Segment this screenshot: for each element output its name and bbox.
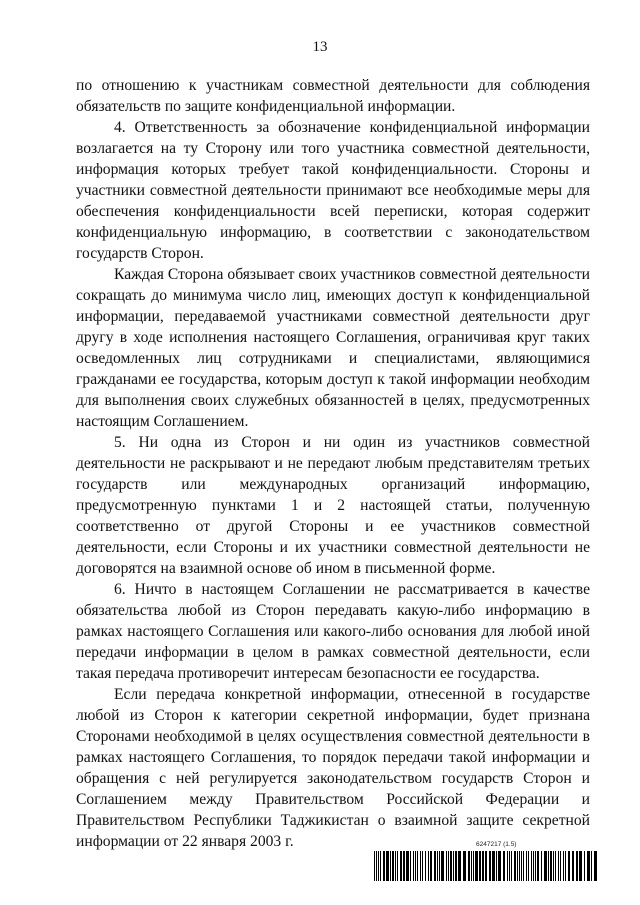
barcode-bar	[422, 851, 423, 881]
barcode-bar	[448, 851, 449, 881]
barcode-bar	[496, 851, 497, 881]
barcode-bar	[406, 851, 409, 881]
barcode-bar	[503, 851, 505, 881]
barcode-bar	[544, 851, 547, 881]
barcode-bar	[533, 851, 534, 881]
barcode-bar	[576, 851, 578, 881]
barcode-bar	[555, 851, 556, 881]
barcode-bar	[446, 851, 447, 881]
barcode-bar	[528, 851, 529, 881]
paragraph-item-6: 6. Ничто в настоящем Соглашении не рассматривается в качестве обязательства любой из Сторон передавать какую-либо информацию в рамках настоящего Соглашения или какого-либо основания для любой иной передачи информации в целом в рамках совместной деятельности, если такая передача противоречит интересам безопасности ее государства.	[76, 581, 590, 682]
barcode-bar	[531, 851, 532, 881]
barcode-bar	[403, 851, 405, 881]
barcode-bar	[392, 851, 394, 881]
barcode-bar	[523, 851, 524, 881]
barcode-bar	[397, 851, 398, 881]
barcode-bar	[450, 851, 452, 881]
barcode-bar	[537, 851, 539, 881]
barcode-bar	[492, 851, 495, 881]
barcode-bar	[475, 851, 478, 881]
barcode-bar	[453, 851, 454, 881]
barcode-bar	[568, 851, 570, 881]
barcode-bar	[485, 851, 487, 881]
barcode-bar	[526, 851, 527, 881]
barcode-bar	[434, 851, 436, 881]
document-code: 6247217 (1.5)	[476, 841, 517, 848]
barcode-bar	[519, 851, 520, 881]
barcode-bar	[390, 851, 391, 881]
paragraph-continuation: по отношению к участникам совместной деятельности для соблюдения обязательств по защите конфиденциальной информации.	[76, 77, 590, 115]
paragraph-item-4-access: Каждая Сторона обязывает своих участников совместной деятельности сокращать до минимума число лиц, имеющих доступ к конфиденциальной информации, передаваемой участниками совместной деятельности друг другу в ходе исполнения настоящего Соглашения, ограничивая круг таких осведомленных лиц сотрудниками и специалистами, являющимися гражданами ее государства, которым доступ к такой информации необходим для выполнения своих служебных обязанностей в целях, предусмотренных настоящим Соглашением.	[76, 266, 590, 430]
barcode-bar	[376, 851, 377, 881]
barcode-bar	[548, 851, 549, 881]
barcode-bar	[473, 851, 474, 881]
barcode-bar	[479, 851, 481, 881]
barcode-bar	[374, 851, 375, 881]
barcode-bar	[425, 851, 426, 881]
barcode-bar	[441, 851, 444, 881]
page-number: 13	[312, 39, 328, 55]
barcode-bar	[594, 851, 597, 881]
barcode	[374, 851, 598, 881]
barcode-bar	[565, 851, 566, 881]
barcode-bar	[415, 851, 416, 881]
barcode-bar	[572, 851, 574, 881]
barcode-bar	[378, 851, 379, 881]
barcode-bar	[380, 851, 381, 881]
barcode-bar	[553, 851, 554, 881]
barcode-bar	[558, 851, 559, 881]
barcode-bar	[489, 851, 491, 881]
barcode-bar	[507, 851, 508, 881]
barcode-bar	[468, 851, 470, 881]
barcode-bar	[420, 851, 421, 881]
document-body	[76, 75, 590, 852]
barcode-bar	[471, 851, 472, 881]
barcode-bar	[413, 851, 414, 881]
barcode-bar	[417, 851, 418, 881]
barcode-bar	[383, 851, 385, 881]
barcode-bar	[579, 851, 582, 881]
barcode-bar	[541, 851, 542, 881]
barcode-bar	[521, 851, 522, 881]
paragraph-item-5: 5. Ни одна из Сторон и ни один из участников совместной деятельности не раскрывают и не передают любым представителям третьих государств или международных организаций информацию, предусмотренную пунктами 1 и 2 настоящей статьи, полученную соответственно от другой Стороны и ее участников совместной деятельности, если Стороны и их участники совместной деятельности не договорятся на взаимной основе об ином в письменной форме.	[76, 434, 590, 577]
barcode-bar	[428, 851, 429, 881]
barcode-bar	[563, 851, 564, 881]
barcode-bar	[458, 851, 461, 881]
barcode-bar	[514, 851, 516, 881]
barcode-bar	[550, 851, 552, 881]
paragraph-item-6-secret: Если передача конкретной информации, отнесенной в государстве любой из Сторон к категории секретной информации, будет признана Сторонами необходимой в целях осуществления совместной деятельности в рамках настоящего Соглашения, то порядок передачи такой информации и обращения с ней регулируется законодательством государств Сторон и Соглашением между Правительством Российской Федерации и Правительством Республики Таджикистан о взаимной защите секретной информации от 22 января 2003 г.	[76, 686, 590, 850]
paragraph-item-4: 4. Ответственность за обозначение конфиденциальной информации возлагается на ту Сторону или того участника совместной деятельности, информация которых требует такой конфиденциальности. Стороны и участники совместной деятельности принимают все необходимые меры для обеспечения конфиденциальности всей переписки, которая содержит конфиденциальную информацию, в соответствии с законодательством государств Сторон.	[76, 119, 590, 262]
barcode-bar	[587, 851, 590, 881]
barcode-bar	[591, 851, 592, 881]
barcode-bar	[511, 851, 512, 881]
barcode-bar	[430, 851, 432, 881]
barcode-bar	[437, 851, 438, 881]
barcode-bar	[386, 851, 389, 881]
barcode-bar	[560, 851, 561, 881]
barcode-bar	[455, 851, 457, 881]
barcode-bar	[482, 851, 484, 881]
barcode-bar	[498, 851, 501, 881]
barcode-bar	[463, 851, 466, 881]
barcode-bar	[517, 851, 518, 881]
barcode-bar	[439, 851, 440, 881]
barcode-bar	[535, 851, 536, 881]
barcode-bar	[395, 851, 396, 881]
barcode-bar	[584, 851, 585, 881]
barcode-bar	[410, 851, 411, 881]
barcode-bar	[400, 851, 402, 881]
barcode-bar	[509, 851, 510, 881]
